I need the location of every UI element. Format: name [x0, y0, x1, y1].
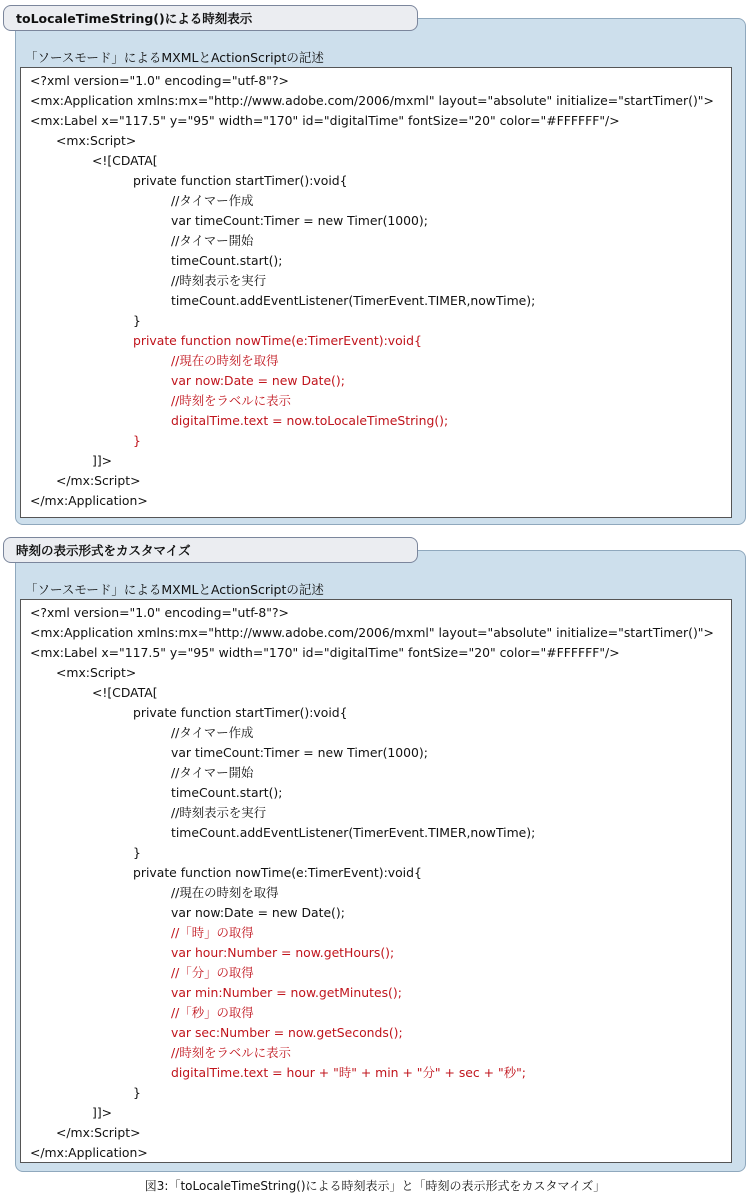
code-line: //時刻表示を実行 [171, 805, 267, 820]
code-line: ]]> [92, 1105, 113, 1120]
code-block [20, 67, 732, 518]
figure-caption: 図3:「toLocaleTimeString()による時刻表示」と「時刻の表示形式をカスタマイズ」 [144, 1179, 606, 1193]
code-line: private function nowTime(e:TimerEvent):void{ [133, 865, 422, 880]
code-line: <mx:Label x="117.5" y="95" width="170" id="digitalTime" fontSize="20" color="#FFFFFF"/> [30, 113, 620, 128]
code-line: } [133, 313, 141, 328]
code-line: //現在の時刻を取得 [171, 885, 279, 900]
code-line: </mx:Application> [30, 1145, 148, 1160]
code-line: private function startTimer():void{ [133, 705, 348, 720]
code-line: //「秒」の取得 [171, 1005, 254, 1020]
code-line: var now:Date = new Date(); [171, 905, 345, 920]
code-line: var timeCount:Timer = new Timer(1000); [171, 213, 428, 228]
code-line: </mx:Script> [56, 473, 141, 488]
code-line: <?xml version="1.0" encoding="utf-8"?> [30, 605, 289, 620]
code-line: <mx:Application xmlns:mx="http://www.adobe.com/2006/mxml" layout="absolute" initialize="startTimer()"> [30, 625, 714, 640]
code-line: timeCount.start(); [171, 785, 283, 800]
code-block [20, 599, 732, 1163]
code-line: //タイマー開始 [171, 233, 254, 248]
code-line: private function nowTime(e:TimerEvent):void{ [133, 333, 422, 348]
code-line: var sec:Number = now.getSeconds(); [171, 1025, 403, 1040]
code-line: </mx:Script> [56, 1125, 141, 1140]
code-line: //タイマー作成 [171, 725, 254, 740]
code-line: <mx:Script> [56, 665, 137, 680]
code-line: <mx:Label x="117.5" y="95" width="170" id="digitalTime" fontSize="20" color="#FFFFFF"/> [30, 645, 620, 660]
code-line: //時刻表示を実行 [171, 273, 267, 288]
code-line: } [133, 1085, 141, 1100]
code-line: var hour:Number = now.getHours(); [171, 945, 395, 960]
code-line: <![CDATA[ [92, 685, 158, 700]
code-line: var now:Date = new Date(); [171, 373, 345, 388]
code-line: } [133, 845, 141, 860]
code-line: //「分」の取得 [171, 965, 254, 980]
code-line: timeCount.addEventListener(TimerEvent.TIMER,nowTime); [171, 293, 536, 308]
code-line: //タイマー開始 [171, 765, 254, 780]
panel-tolocaletimestring [15, 5, 746, 525]
code-line: digitalTime.text = now.toLocaleTimeString(); [171, 413, 449, 428]
code-line: } [133, 433, 141, 448]
code-line: <?xml version="1.0" encoding="utf-8"?> [30, 73, 289, 88]
code-line: ]]> [92, 453, 113, 468]
code-line: //時刻をラベルに表示 [171, 1045, 291, 1060]
code-line: private function startTimer():void{ [133, 173, 348, 188]
code-line: //時刻をラベルに表示 [171, 393, 291, 408]
code-line: <mx:Application xmlns:mx="http://www.adobe.com/2006/mxml" layout="absolute" initialize="startTimer()"> [30, 93, 714, 108]
code-line: //現在の時刻を取得 [171, 353, 279, 368]
code-line: timeCount.start(); [171, 253, 283, 268]
code-line: //「時」の取得 [171, 925, 254, 940]
code-line: var timeCount:Timer = new Timer(1000); [171, 745, 428, 760]
code-line: <mx:Script> [56, 133, 137, 148]
panel-customize-time-format [15, 537, 746, 1172]
panel-subtitle: 「ソースモード」によるMXMLとActionScriptの記述 [25, 582, 324, 597]
code-line: </mx:Application> [30, 493, 148, 508]
panel-subtitle: 「ソースモード」によるMXMLとActionScriptの記述 [25, 50, 324, 65]
panel-title-tab: 時刻の表示形式をカスタマイズ [3, 537, 418, 563]
code-line: digitalTime.text = hour + "時" + min + "分" + sec + "秒"; [171, 1065, 526, 1080]
code-line: <![CDATA[ [92, 153, 158, 168]
code-line: //タイマー作成 [171, 193, 254, 208]
panel-title-tab: toLocaleTimeString()による時刻表示 [3, 5, 418, 31]
code-line: var min:Number = now.getMinutes(); [171, 985, 402, 1000]
code-line: timeCount.addEventListener(TimerEvent.TIMER,nowTime); [171, 825, 536, 840]
